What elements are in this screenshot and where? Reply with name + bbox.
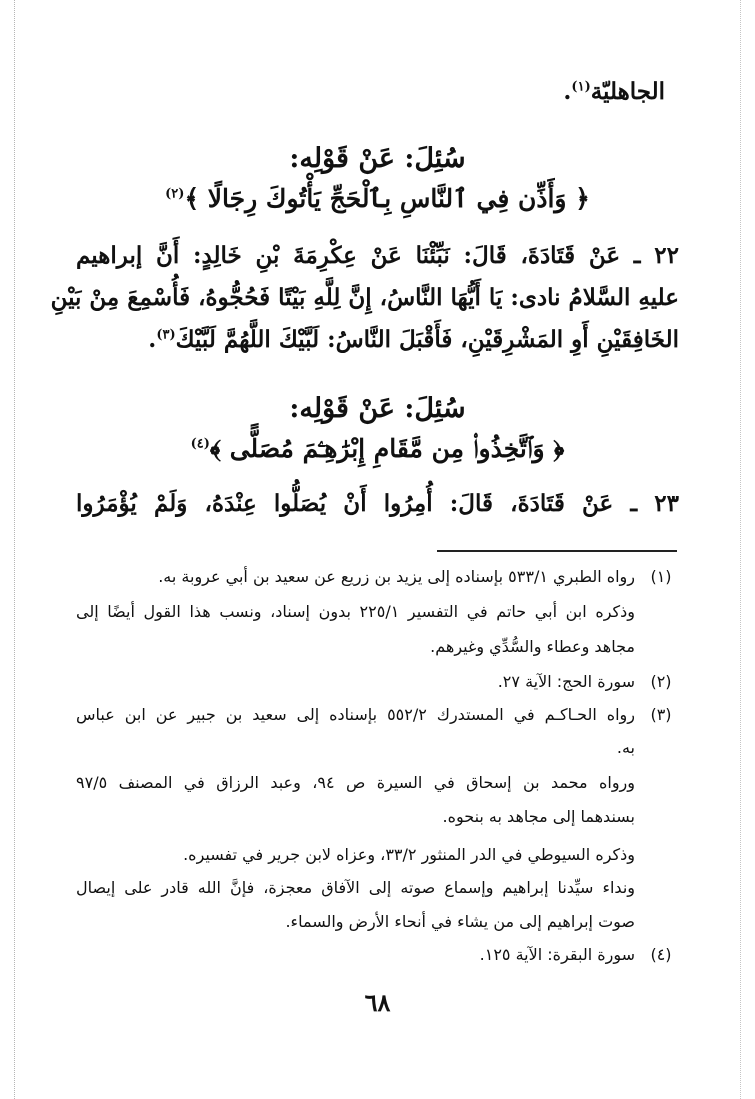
footnote-number: (٢) [650, 672, 672, 691]
section-heading: سُئِلَ: عَنْ قَوْلِه: [289, 393, 466, 424]
footnote-line: وذكره السيوطي في الدر المنثور ٣٣/٢، وعزاه لابن جرير في تفسيره. [183, 845, 635, 864]
footnote-ref: (٣) [156, 327, 176, 343]
paragraph-line: ٢٢ ـ عَنْ قَتَادَةَ، قَالَ: نَبِّئْنَا عَنْ عِكْرِمَةَ بْنِ خَالِدٍ: أَنَّ إبراهيم [76, 242, 679, 269]
paragraph-line: الخَافِقَيْنِ أَوِ المَشْرِقَيْنِ، فَأَقْبَلَ النَّاسُ: لَبَّيْكَ اللَّهُمَّ لَبَّيْكَ$^{(٣)}$. [148, 326, 679, 353]
verse-text: ﴿ وَأَذِّن فِي ٱلنَّاسِ بِٱلْحَجِّ يَأْتُوكَ رِجَالًا ﴾ [184, 184, 590, 213]
footnote-line: به. [616, 738, 635, 757]
quran-verse [0, 434, 755, 464]
footnote-number: (٣) [650, 705, 672, 724]
footnote-line: بسندهما إلى مجاهد به بنحوه. [442, 807, 635, 826]
verse-text: ﴿ وَٱتَّخِذُوا۟ مِن مَّقَامِ إِبْرَٰهِـۧمَ مُصَلًّى ﴾ [209, 434, 565, 463]
continuation-word: الجاهليّة [590, 78, 665, 105]
quran-verse [0, 184, 755, 213]
footnote-line: وذكره ابن أبي حاتم في التفسير ٢٢٥/١ بدون إسناد، ونسب هذا القول أيضًا إلى [76, 602, 636, 621]
footnote-line: ورواه محمد بن إسحاق في السيرة ص ٩٤، وعبد الرزاق في المصنف ٩٧/٥ [76, 773, 635, 792]
footnote-ref: (٢) [165, 186, 185, 202]
footnote-line: ونداء سيِّدنا إبراهيم وإسماع صوته إلى الآفاق معجزة، فإنَّ الله قادر على إيصال [76, 878, 635, 897]
footnote-line: رواه الحـاكـم في المستدرك ٥٥٢/٢ بإسناده إلى سعيد بن جبير عن ابن عباس [76, 705, 635, 724]
continuation-text: الجاهليّة$^{(١)}$. [563, 78, 665, 105]
footnote-line: صوت إبراهيم إلى من يشاء في أنحاء الأرض والسماء. [285, 912, 635, 931]
footnote-number: (٤) [650, 945, 672, 964]
footnote-line: سورة البقرة: الآية ١٢٥. [479, 945, 635, 964]
footnote-ref: (١) [571, 79, 591, 95]
paragraph-line: عليهِ السَّلامُ نادى: يَا أَيُّهَا النَّاسُ، إِنَّ لِلَّهِ بَيْتًا فَحُجُّوهُ، فَأُسْمِعَ مِنْ بَيْنِ [50, 284, 679, 311]
section-heading: سُئِلَ: عَنْ قَوْلِه: [289, 143, 466, 174]
paragraph-text: الخَافِقَيْنِ أَوِ المَشْرِقَيْنِ، فَأَقْبَلَ النَّاسُ: لَبَّيْكَ اللَّهُمَّ لَبَّيْكَ [175, 326, 679, 353]
footnote-number: (١) [650, 567, 672, 586]
footnote-line: رواه الطبري ٥٣٣/١ بإسناده إلى يزيد بن زريع عن سعيد بن أبي عروبة به. [158, 567, 635, 586]
footnote-divider [437, 550, 677, 552]
page-number: ٦٨ [364, 988, 391, 1017]
footnote-line: سورة الحج: الآية ٢٧. [497, 672, 635, 691]
footnote-ref: (٤) [190, 436, 210, 452]
footnote-line: مجاهد وعطاء والسُّدِّي وغيرهم. [430, 637, 635, 656]
paragraph-line: ٢٣ ـ عَنْ قَتَادَةَ، قَالَ: أُمِرُوا أَنْ يُصَلُّوا عِنْدَهُ، وَلَمْ يُؤْمَرُوا [76, 490, 679, 517]
